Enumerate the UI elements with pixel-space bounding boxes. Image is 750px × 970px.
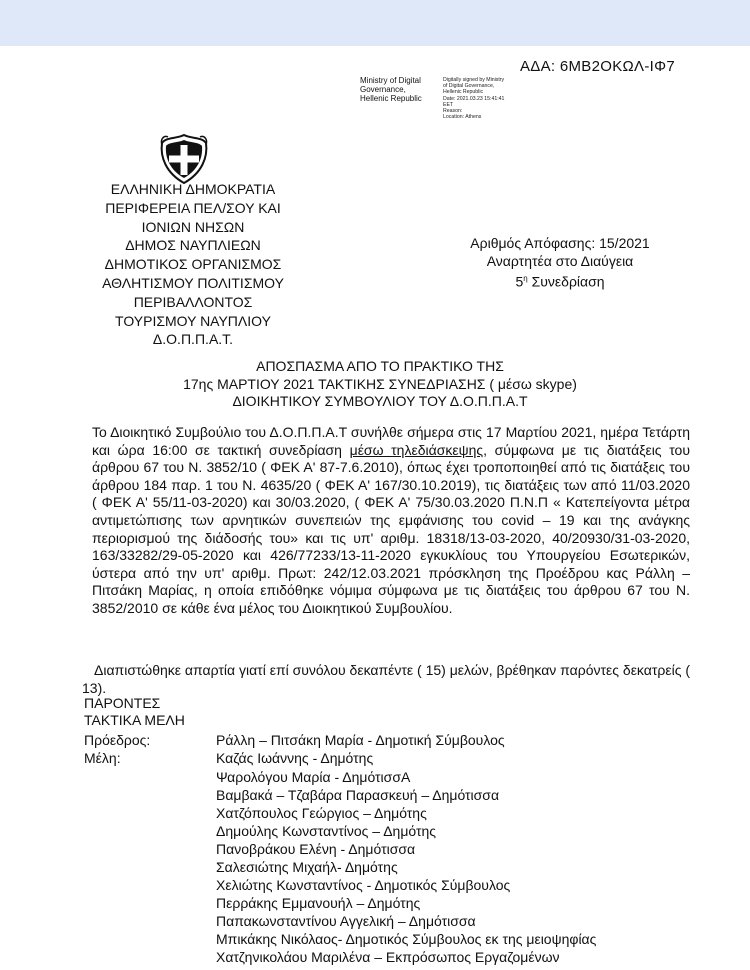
signature-details xyxy=(443,77,538,120)
authority-line: ΠΕΡΙΦΕΡΕΙΑ ΠΕΛ/ΣΟΥ ΚΑΙ xyxy=(105,199,281,216)
member-name: Χατζηνικολάου Μαριλένα – Εκπρόσωπος Εργαζομένων xyxy=(216,949,560,965)
digital-signer xyxy=(360,76,440,103)
authority-line: ΑΘΛΗΤΙΣΜΟΥ ΠΟΛΙΤΙΣΜΟΥ xyxy=(102,274,284,291)
member-name: Χελιώτης Κωνσταντίνος - Δημοτικός Σύμβουλος xyxy=(216,877,511,893)
authority-line: ΔΗΜΟΤΙΚΟΣ ΟΡΓΑΝΙΣΜΟΣ xyxy=(104,256,282,273)
ada-code: ΑΔΑ: 6ΜΒ2ΟΚΩΛ-ΙΦ7 xyxy=(520,58,676,75)
member-name: Περράκης Εμμανουήλ – Δημότης xyxy=(216,895,421,911)
signature-line: Location: Athens xyxy=(443,114,482,121)
present-title: ΠΑΡΟΝΤΕΣ xyxy=(84,695,161,711)
member-name: Ψαρολόγου Μαρία - ΔημότισσΑ xyxy=(216,769,411,785)
posting-note: Αναρτητέα στο Διαύγεια xyxy=(486,252,634,269)
signer-line: Hellenic Republic xyxy=(360,94,422,103)
decision-number: Αριθμός Απόφασης: 15/2021 xyxy=(470,235,650,251)
document-heading xyxy=(95,358,665,411)
president-row xyxy=(84,731,505,749)
signature-line: Date: 2021.03.23 15:41:41 xyxy=(443,95,505,102)
member-name: Δημούλης Κωνσταντίνος – Δημότης xyxy=(216,823,437,839)
heading-line: 17ης ΜΑΡΤΙΟΥ 2021 ΤΑΚΤΙΚΗΣ ΣΥΝΕΔΡΙΑΣΗΣ ( μέσω skype) xyxy=(183,375,577,392)
decision-info xyxy=(440,235,680,291)
members-row xyxy=(84,749,373,767)
authority-line: ΕΛΛΗΝΙΚΗ ΔΗΜΟΚΡΑΤΙΑ xyxy=(110,181,276,197)
member-name: Καζάς Ιωάννης - Δημότης xyxy=(216,750,374,766)
greek-coat-of-arms-icon xyxy=(158,133,210,185)
members-label: Μέλη: xyxy=(84,750,121,766)
session-number: $5^\eta$ Συνεδρίαση xyxy=(515,273,605,290)
member-name: Βαμβακά – Τζαβάρα Παρασκευή – Δημότισσα xyxy=(216,787,500,803)
signature-line: Reason: xyxy=(443,108,463,115)
member-name: Χατζόπουλος Γεώργιος – Δημότης xyxy=(216,805,427,821)
regular-members-title: ΤΑΚΤΙΚΑ ΜΕΛΗ xyxy=(84,712,185,728)
issuing-authority xyxy=(78,180,308,349)
president-label: Πρόεδρος: xyxy=(84,732,151,748)
heading-line: ΔΙΟΙΚΗΤΙΚΟΥ ΣΥΜΒΟΥΛΙΟΥ ΤΟΥ Δ.Ο.Π.Π.Α.Τ xyxy=(232,393,528,409)
authority-line: ΤΟΥΡΙΣΜΟΥ ΝΑΥΠΛΙΟΥ xyxy=(115,312,271,329)
member-name: Παπακωνσταντίνου Αγγελική – Δημότισσα xyxy=(216,913,476,929)
member-name: Πανοβράκου Ελένη - Δημότισσα xyxy=(216,841,416,857)
signer-line: Ministry of Digital xyxy=(360,76,421,85)
signer-line: Governance, xyxy=(360,85,406,94)
signature-line: of Digital Governance, xyxy=(443,83,495,90)
president-name: Ράλλη – Πιτσάκη Μαρία - Δημοτική Σύμβουλος xyxy=(216,732,505,748)
signature-line: Digitally signed by Ministry xyxy=(443,77,505,83)
member-name: Μπικάκης Νικόλαος- Δημοτικός Σύμβουλος εκ της μειοψηφίας xyxy=(216,931,597,947)
authority-line: ΙΟΝΙΩΝ ΝΗΣΩΝ xyxy=(141,218,245,235)
meeting-paragraph: Το Διοικητικό Συμβούλιο του Δ.Ο.Π.Π.Α.Τ συνήλθε σήμερα στις 17 Μαρτίου 2021, ημέρα Τετάρτη και ώρα 16:00 σε τακτική συνεδρίαση μέσω τηλεδιάσκεψης, σύμφωνα με τις διατάξεις του άρθρου 67 του Ν. 3852/10 ( ΦΕΚ Α' 87-7.6.2010), όπως έχει τροποποιηθεί από τις διατάξεις του άρθρου 184 παρ. 1 του Ν. 4635/20 ( ΦΕΚ Α' 167/30.10.2019), τις διατάξεις των από 11/03.2020 ( ΦΕΚ Α' 55/11-03-2020) και 30/03.2020, ( ΦΕΚ Α' 75/30.03.2020 Π.Ν.Π « Κατεπείγοντα μέτρα αντιμετώπισης των αρνητικών συνεπειών της εμφάνισης του covid – 19 και της ανάγκης περιορισμού της διάδοσής του» και τις υπ' αριθμ. 18318/13-03-2020, 40/20930/31-03-2020, 163/33282/29-05-2020 και 426/77233/13-11-2020 εγκυκλίους του Υπουργείου Εσωτερικών, ύστερα από την υπ' αριθμ. Πρωτ: 242/12.03.2021 πρόσκληση της Προέδρου κας Ράλλη – Πιτσάκη Μαρίας, η οποία επιδόθηκε νόμιμα σύμφωνα με τις διατάξεις του άρθρου 67 του Ν. 3852/2010 σε κάθε ένα μέλος του Διοικητικού Συμβουλίου. xyxy=(92,424,690,616)
remote-meeting-note: μέσω τηλεδιάσκεψης, xyxy=(349,441,487,458)
top-banner xyxy=(0,0,750,46)
signature-line: EET xyxy=(443,101,454,108)
authority-line: ΠΕΡΙΒΑΛΛΟΝΤΟΣ xyxy=(133,293,253,310)
signature-line: Hellenic Republic xyxy=(443,89,484,96)
heading-line: ΑΠΟΣΠΑΣΜΑ ΑΠΟ ΤΟ ΠΡΑΚΤΙΚΟ ΤΗΣ xyxy=(256,358,504,374)
authority-line: Δ.Ο.Π.Π.Α.Τ. xyxy=(152,331,234,348)
quorum-paragraph: Διαπιστώθηκε απαρτία γιατί επί συνόλου δεκαπέντε ( 15) μελών, βρέθηκαν παρόντες δεκατρείς ( 13). xyxy=(82,662,690,696)
member-name: Σαλεσιώτης Μιχαήλ- Δημότης xyxy=(216,859,398,875)
authority-line: ΔΗΜΟΣ ΝΑΥΠΛΙΕΩΝ xyxy=(125,237,261,254)
